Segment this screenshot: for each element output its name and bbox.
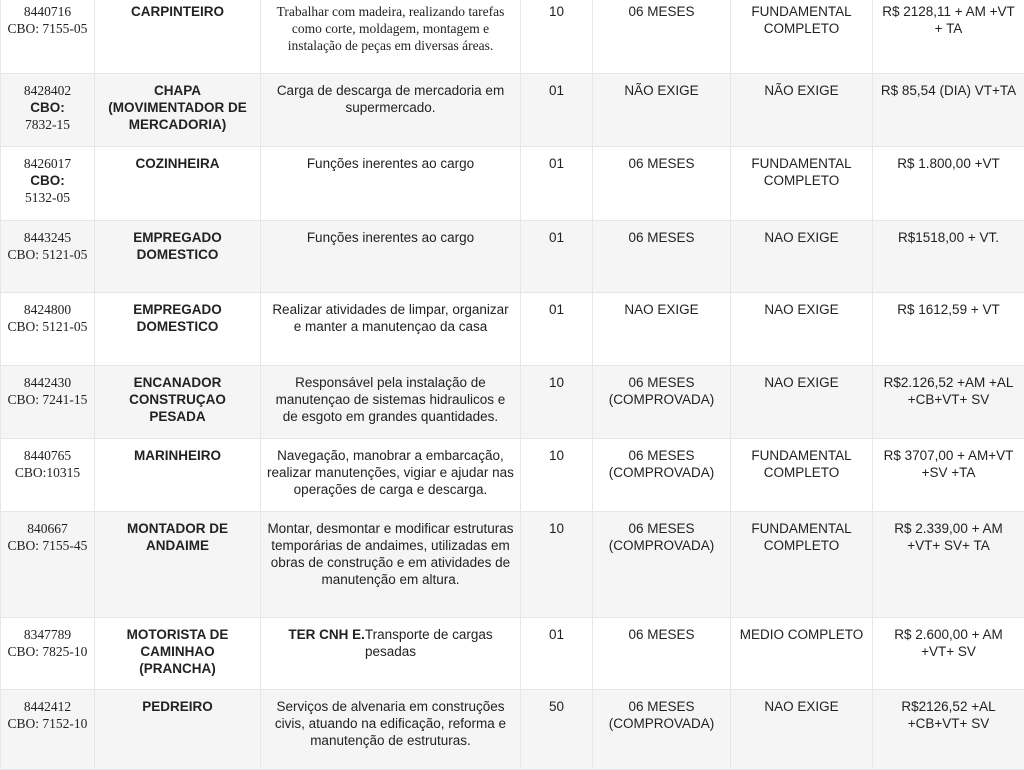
job-title: MARINHEIRO: [95, 439, 261, 512]
cbo-code: CBO: 7825-10: [8, 644, 88, 659]
salary: R$ 1612,59 + VT: [873, 293, 1024, 366]
cbo-code: CBO:10315: [15, 465, 80, 480]
table-row: [1, 147, 1024, 221]
education: FUNDAMENTAL COMPLETO: [731, 512, 873, 618]
cbo-label: CBO:: [7, 99, 88, 116]
cbo-code: 7832-15: [25, 117, 70, 132]
experience: 06 MESES (COMPROVADA): [593, 690, 731, 770]
job-code-cell: [1, 0, 95, 74]
job-code: 8442412: [7, 698, 88, 715]
table-row: [1, 512, 1024, 618]
experience: 06 MESES: [593, 0, 731, 74]
table-row: [1, 293, 1024, 366]
table-row: [1, 74, 1024, 147]
cbo-code: CBO: 7152-10: [8, 716, 88, 731]
cbo-code: CBO: 7155-45: [8, 538, 88, 553]
vacancies: 01: [521, 147, 593, 221]
experience: NÃO EXIGE: [593, 74, 731, 147]
experience: 06 MESES (COMPROVADA): [593, 439, 731, 512]
education: NAO EXIGE: [731, 293, 873, 366]
salary: R$ 3707,00 + AM+VT +SV +TA: [873, 439, 1024, 512]
table-row: [1, 366, 1024, 439]
vacancies: 10: [521, 0, 593, 74]
job-code-cell: [1, 366, 95, 439]
education: FUNDAMENTAL COMPLETO: [731, 0, 873, 74]
job-title: COZINHEIRA: [95, 147, 261, 221]
experience: 06 MESES (COMPROVADA): [593, 366, 731, 439]
experience: 06 MESES (COMPROVADA): [593, 512, 731, 618]
cbo-label: CBO:: [7, 172, 88, 189]
job-code-cell: [1, 293, 95, 366]
job-description: Trabalhar com madeira, realizando tarefas como corte, moldagem, montagem e instalação de peças em diversas áreas.: [261, 0, 521, 74]
experience: 06 MESES: [593, 221, 731, 293]
table-row: [1, 618, 1024, 690]
education: FUNDAMENTAL COMPLETO: [731, 147, 873, 221]
job-code: 840667: [7, 520, 88, 537]
cbo-code: CBO: 7241-15: [8, 392, 88, 407]
job-requirement: TER CNH E.: [288, 627, 365, 642]
job-code-cell: [1, 690, 95, 770]
vacancies: 10: [521, 439, 593, 512]
experience: 06 MESES: [593, 147, 731, 221]
salary: R$2.126,52 +AM +AL +CB+VT+ SV: [873, 366, 1024, 439]
job-title: EMPREGADO DOMESTICO: [95, 221, 261, 293]
job-title: PEDREIRO: [95, 690, 261, 770]
job-title: ENCANADOR CONSTRUÇAO PESADA: [95, 366, 261, 439]
job-description: Realizar atividades de limpar, organizar e manter a manutençao da casa: [261, 293, 521, 366]
job-code: 8440765: [7, 447, 88, 464]
job-code-cell: [1, 512, 95, 618]
salary: R$ 85,54 (DIA) VT+TA: [873, 74, 1024, 147]
education: NÃO EXIGE: [731, 74, 873, 147]
job-code-cell: [1, 221, 95, 293]
table-row: [1, 439, 1024, 512]
job-code-cell: [1, 618, 95, 690]
job-title: MOTORISTA DE CAMINHAO (PRANCHA): [95, 618, 261, 690]
vacancies: 50: [521, 690, 593, 770]
vacancies: 01: [521, 221, 593, 293]
job-code: 8347789: [7, 626, 88, 643]
table-row: [1, 0, 1024, 74]
job-title: MONTADOR DE ANDAIME: [95, 512, 261, 618]
job-description: Funções inerentes ao cargo: [261, 147, 521, 221]
job-description: Responsável pela instalação de manutençao de sistemas hidraulicos e de esgoto em grandes quantidades.: [261, 366, 521, 439]
job-description: [261, 618, 521, 690]
salary: R$ 2128,11 + AM +VT + TA: [873, 0, 1024, 74]
table-row: [1, 221, 1024, 293]
job-description: Navegação, manobrar a embarcação, realizar manutenções, vigiar e ajudar nas operações de carga e descarga.: [261, 439, 521, 512]
vacancies: 10: [521, 366, 593, 439]
cbo-code: CBO: 5121-05: [8, 319, 88, 334]
job-code-cell: [1, 74, 95, 147]
job-code: 8440716: [7, 3, 88, 20]
education: NAO EXIGE: [731, 221, 873, 293]
job-description: Montar, desmontar e modificar estruturas temporárias de andaimes, utilizadas em obras de construção e em atividades de manutenção em altura.: [261, 512, 521, 618]
education: MEDIO COMPLETO: [731, 618, 873, 690]
cbo-code: CBO: 7155-05: [8, 21, 88, 36]
salary: R$2126,52 +AL +CB+VT+ SV: [873, 690, 1024, 770]
job-code: 8426017: [7, 155, 88, 172]
job-code: 8442430: [7, 374, 88, 391]
cbo-code: 5132-05: [25, 190, 70, 205]
salary: R$1518,00 + VT.: [873, 221, 1024, 293]
job-description-text: Transporte de cargas pesadas: [365, 627, 493, 659]
job-description: Serviços de alvenaria em construções civis, atuando na edificação, reforma e manutenção de estruturas.: [261, 690, 521, 770]
job-title: EMPREGADO DOMESTICO: [95, 293, 261, 366]
vacancies: 01: [521, 293, 593, 366]
job-code-cell: [1, 439, 95, 512]
job-code: 8443245: [7, 229, 88, 246]
job-description: Carga de descarga de mercadoria em supermercado.: [261, 74, 521, 147]
table-row: [1, 690, 1024, 770]
salary: R$ 1.800,00 +VT: [873, 147, 1024, 221]
education: NAO EXIGE: [731, 690, 873, 770]
salary: R$ 2.339,00 + AM +VT+ SV+ TA: [873, 512, 1024, 618]
job-code-cell: [1, 147, 95, 221]
vacancies: 01: [521, 74, 593, 147]
experience: 06 MESES: [593, 618, 731, 690]
job-code: 8428402: [7, 82, 88, 99]
cbo-code: CBO: 5121-05: [8, 247, 88, 262]
job-title: CHAPA (MOVIMENTADOR DE MERCADORIA): [95, 74, 261, 147]
education: FUNDAMENTAL COMPLETO: [731, 439, 873, 512]
job-description: Funções inerentes ao cargo: [261, 221, 521, 293]
salary: R$ 2.600,00 + AM +VT+ SV: [873, 618, 1024, 690]
vacancies: 10: [521, 512, 593, 618]
education: NAO EXIGE: [731, 366, 873, 439]
job-code: 8424800: [7, 301, 88, 318]
job-title: CARPINTEIRO: [95, 0, 261, 74]
experience: NAO EXIGE: [593, 293, 731, 366]
vacancies: 01: [521, 618, 593, 690]
